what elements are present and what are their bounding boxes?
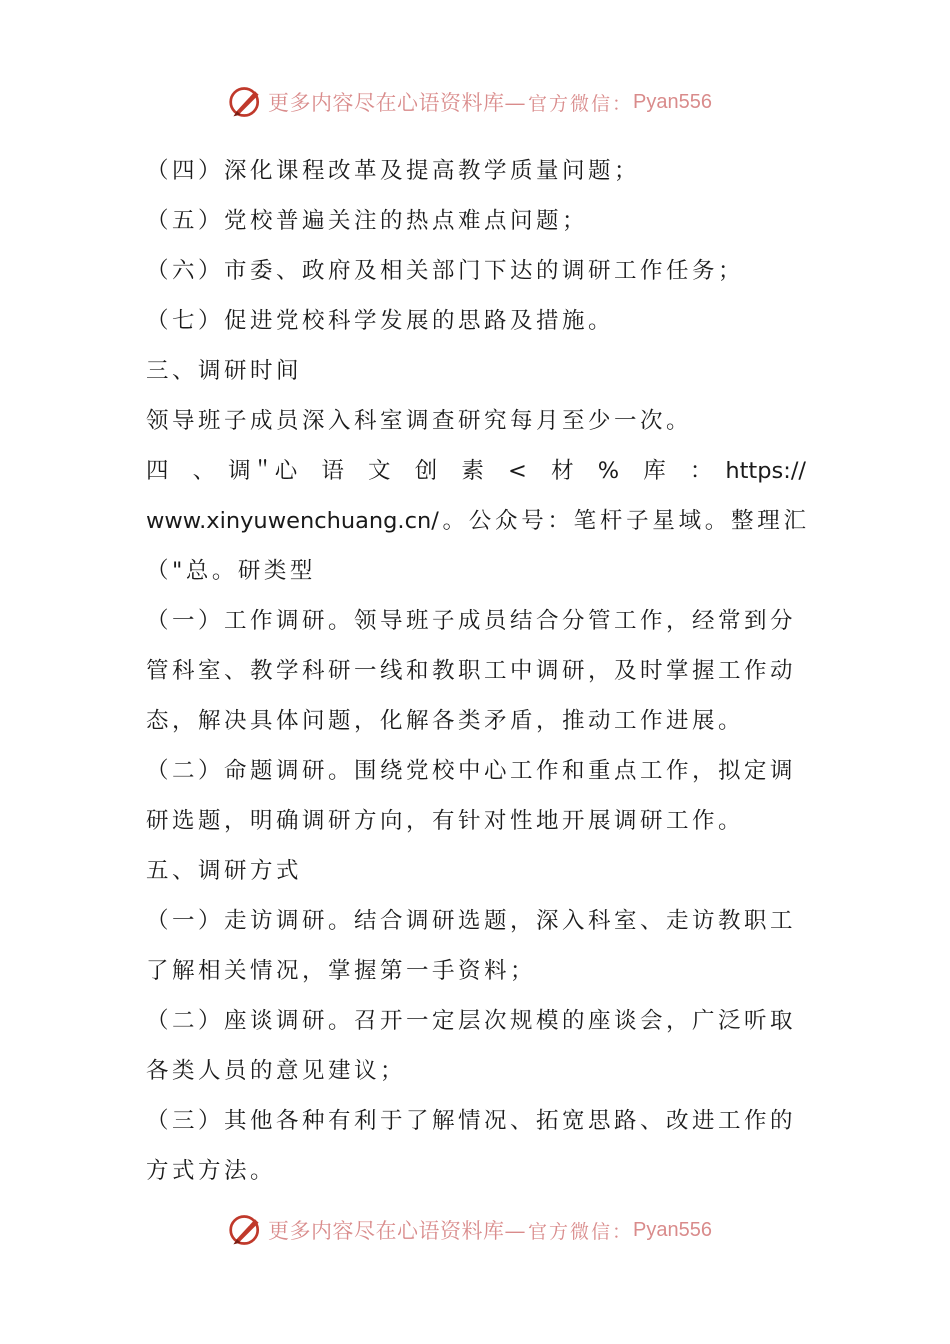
text-line: 方式方法。 [146, 1158, 277, 1184]
text-line: 研选题，明确调研方向，有针对性地开展调研工作。 [146, 808, 745, 834]
section-heading: 五、调研方式 [146, 858, 303, 884]
text-line: 四 、 调＂心 语 文 创 素 < 材 % 库 ： https:// [146, 458, 806, 484]
text-line: 领导班子成员深入科室调查研究每月至少一次。 [146, 408, 693, 434]
section-heading: 三、调研时间 [146, 358, 303, 384]
text-line: （七）促进党校科学发展的思路及措施。 [146, 308, 615, 334]
text-line: （四）深化课程改革及提高教学质量问题； [146, 158, 641, 184]
text-line: 各类人员的意见建议； [146, 1058, 407, 1084]
banner-wechat-id: Pyan556 [633, 1218, 712, 1241]
banner-wechat-label: 官方微信： [528, 92, 634, 115]
section-heading: （"总。研类型 [146, 558, 316, 584]
text-line: （二）座谈调研。召开一定层次规模的座谈会，广泛听取 [146, 1008, 797, 1034]
header-banner [228, 82, 748, 122]
text-line: 态，解决具体问题，化解各类矛盾，推动工作进展。 [146, 708, 745, 734]
banner-wechat-id: Pyan556 [633, 90, 712, 113]
text-line: （三）其他各种有利于了解情况、拓宽思路、改进工作的 [146, 1108, 797, 1134]
pen-logo-icon [228, 1212, 264, 1248]
text-line: （五）党校普遍关注的热点难点问题； [146, 208, 589, 234]
banner-wechat-label: 官方微信： [528, 1220, 634, 1243]
text-line: 了解相关情况，掌握第一手资料； [146, 958, 537, 984]
text-line: 管科室、教学科研一线和教职工中调研，及时掌握工作动 [146, 658, 797, 684]
text-line: （六）市委、政府及相关部门下达的调研工作任务； [146, 258, 745, 284]
banner-text: 更多内容尽在心语资料库— [268, 91, 526, 115]
text-line: www.xinyuwenchuang.cn/。公众号：笔杆子星域。整理汇 [146, 508, 806, 534]
pen-logo-icon [228, 84, 264, 120]
text-line: （一）走访调研。结合调研选题，深入科室、走访教职工 [146, 908, 797, 934]
banner-text: 更多内容尽在心语资料库— [268, 1219, 526, 1243]
text-line: （一）工作调研。领导班子成员结合分管工作，经常到分 [146, 608, 797, 634]
document-body [146, 146, 806, 1196]
footer-banner [228, 1210, 748, 1250]
text-line: （二）命题调研。围绕党校中心工作和重点工作，拟定调 [146, 758, 797, 784]
